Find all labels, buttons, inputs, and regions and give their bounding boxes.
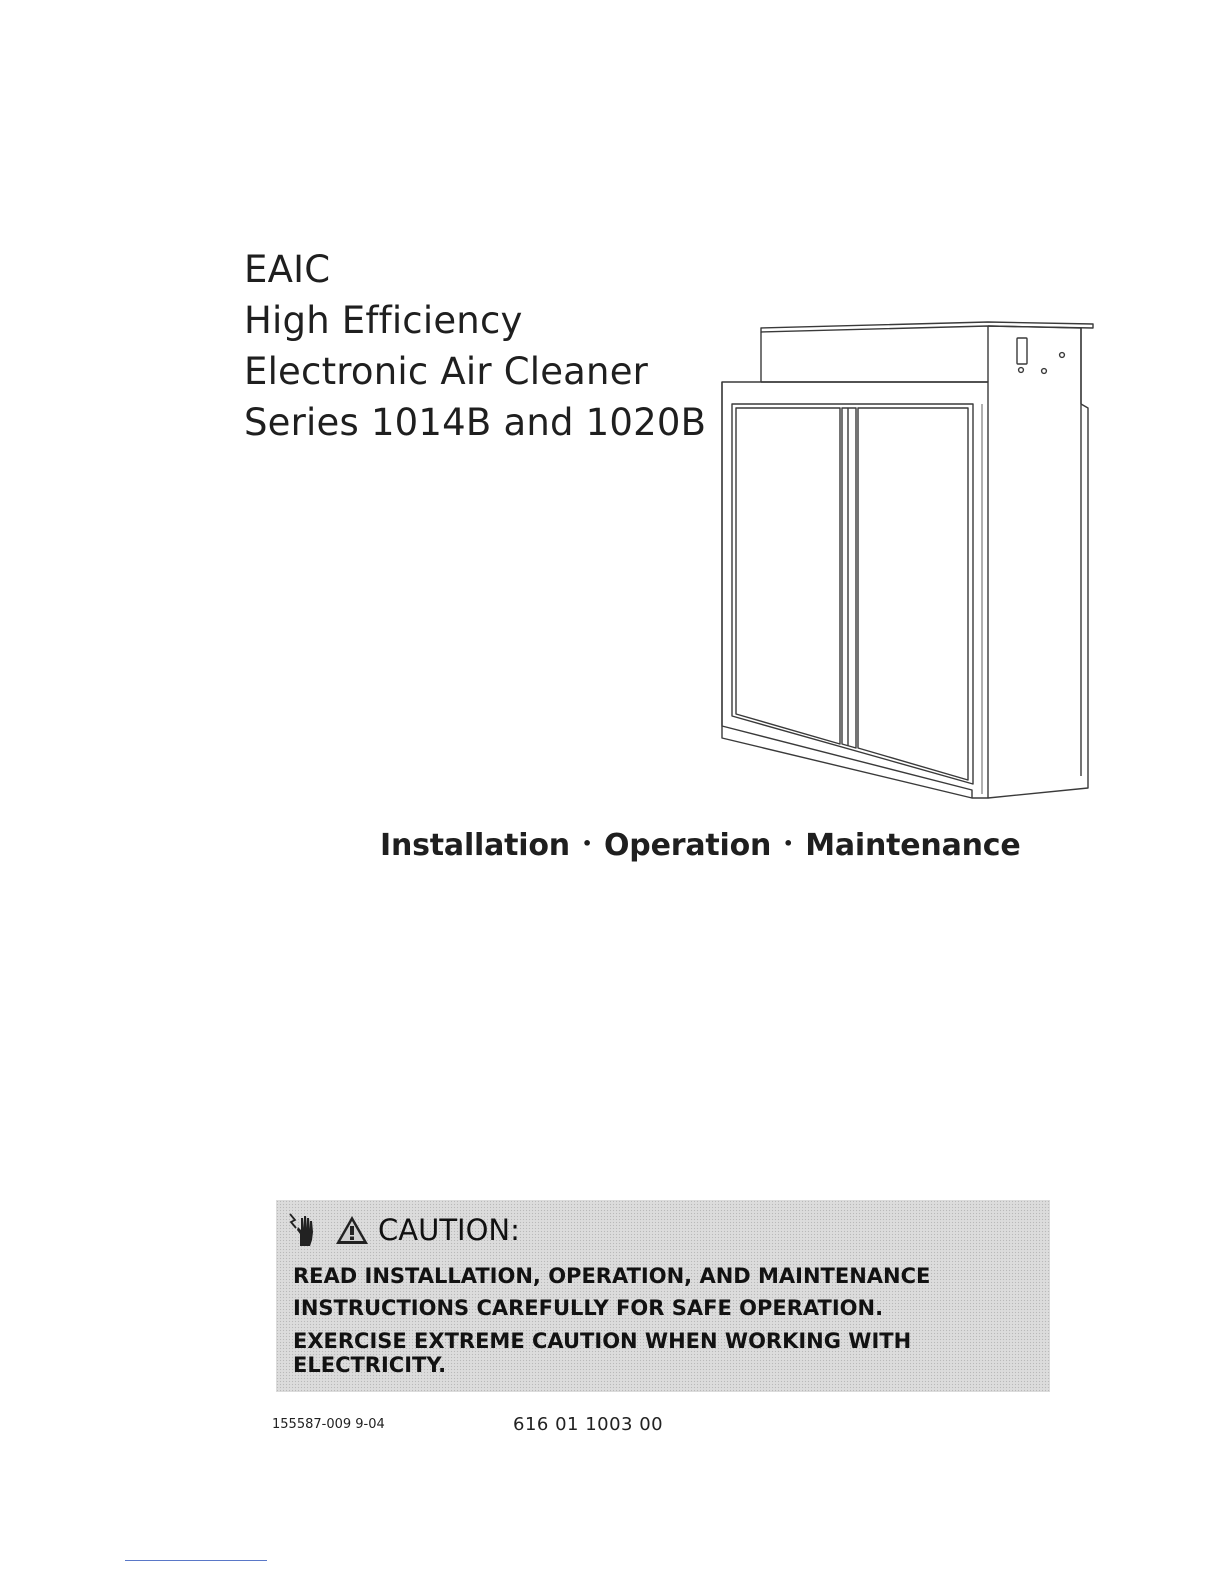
hand-shock-icon: [286, 1212, 320, 1248]
part-number: 616 01 1003 00: [513, 1414, 664, 1435]
title-brand: EAIC: [244, 248, 331, 291]
caution-header: [286, 1208, 520, 1252]
caution-paragraph: EXERCISE EXTREME CAUTION WHEN WORKING WITH ELECTRICITY.: [293, 1329, 912, 1377]
title-block: [244, 244, 714, 448]
caution-body: [293, 1260, 1033, 1377]
caution-paragraph: INSTRUCTIONS CAREFULLY FOR SAFE OPERATION.: [293, 1296, 884, 1320]
subtitle-operation: Operation: [604, 828, 772, 863]
title-line-2: Electronic Air Cleaner: [244, 350, 649, 393]
air-cleaner-unit-illustration: [716, 316, 1098, 808]
caution-box: [276, 1200, 1050, 1392]
bullet-separator: •: [783, 833, 794, 853]
subtitle-installation: Installation: [380, 828, 570, 863]
caution-paragraph: READ INSTALLATION, OPERATION, AND MAINTENANCE: [293, 1264, 931, 1288]
caution-title: CAUTION:: [378, 1213, 520, 1247]
title-line-1: High Efficiency: [244, 299, 523, 342]
subtitle-maintenance: Maintenance: [805, 828, 1021, 863]
subtitle-bar: [380, 826, 1021, 867]
document-code: 155587-009 9-04: [272, 1417, 385, 1432]
bullet-separator: •: [581, 833, 592, 853]
title-series: Series 1014B and 1020B: [244, 401, 707, 444]
warning-triangle-icon: [334, 1214, 370, 1246]
footer-divider: [125, 1560, 267, 1561]
